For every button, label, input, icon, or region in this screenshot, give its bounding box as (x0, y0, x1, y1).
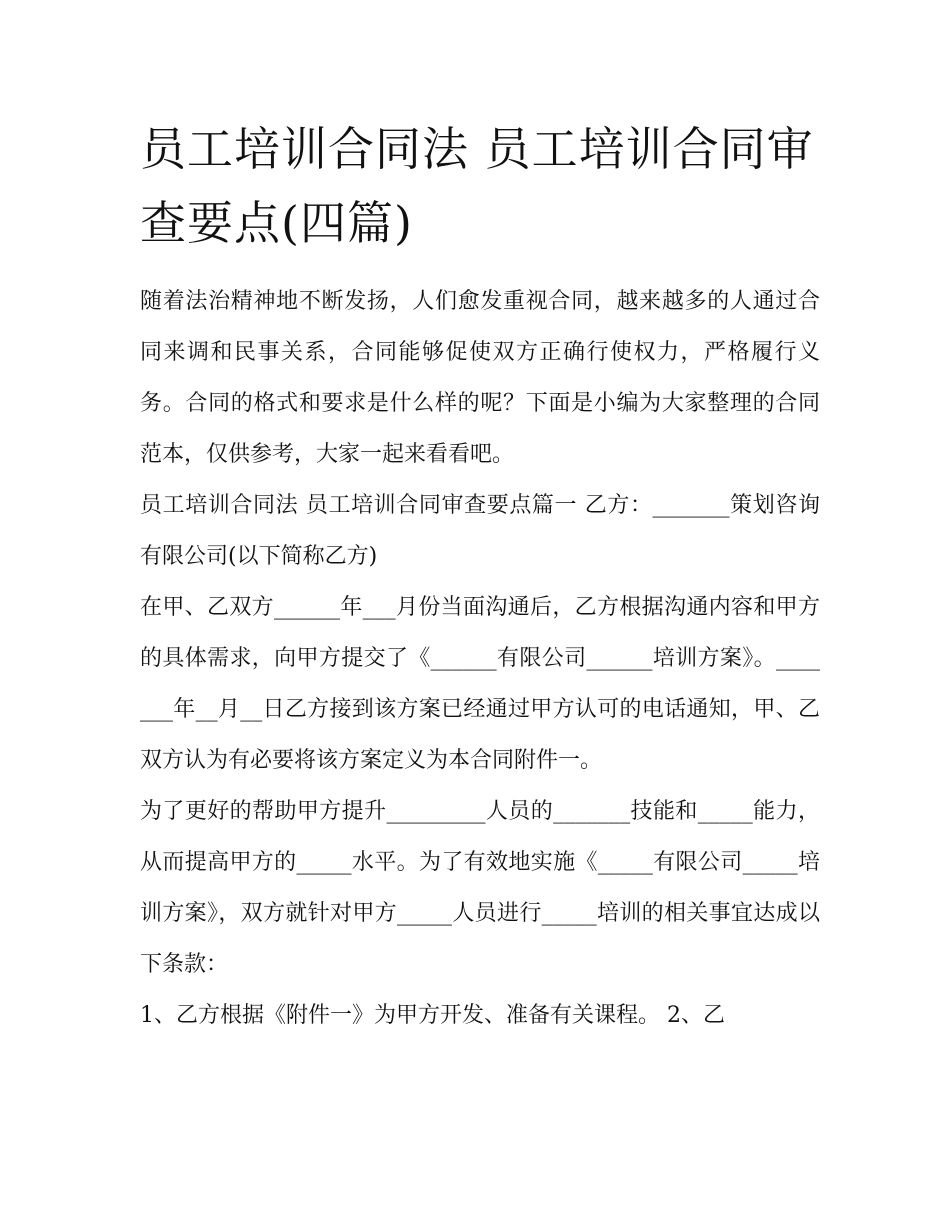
section-heading-paragraph: 员工培训合同法 员工培训合同审查要点篇一 乙方：_______策划咨询有限公司(以下简称乙方) (140, 493, 820, 569)
document-body (140, 276, 820, 1041)
background-paragraph: 在甲、乙双方______年___月份当面沟通后，乙方根据沟通内容和甲方的具体需求，向甲方提交了《______有限公司______培训方案》。_______年__月__日乙方接到该方案已经通过甲方认可的电话通知，甲、乙双方认为有必要将该方案定义为本合同附件一。 (140, 595, 820, 773)
document-title: 员工培训合同法 员工培训合同审查要点(四篇) (140, 122, 814, 250)
clause-paragraph: 1、乙方根据《附件一》为甲方开发、准备有关课程。 2、乙 (140, 1003, 725, 1028)
purpose-paragraph: 为了更好的帮助甲方提升_________人员的_______技能和_____能力，从而提高甲方的_____水平。为了有效地实施《_____有限公司_____培训方案》，双方就针对甲方_____人员进行_____培训的相关事宜达成以下条款： (140, 799, 820, 977)
intro-paragraph: 随着法治精神地不断发扬，人们愈发重视合同，越来越多的人通过合同来调和民事关系，合同能够促使双方正确行使权力，严格履行义务。合同的格式和要求是什么样的呢？下面是小编为大家整理的合同范本，仅供参考，大家一起来看看吧。 (140, 289, 820, 467)
